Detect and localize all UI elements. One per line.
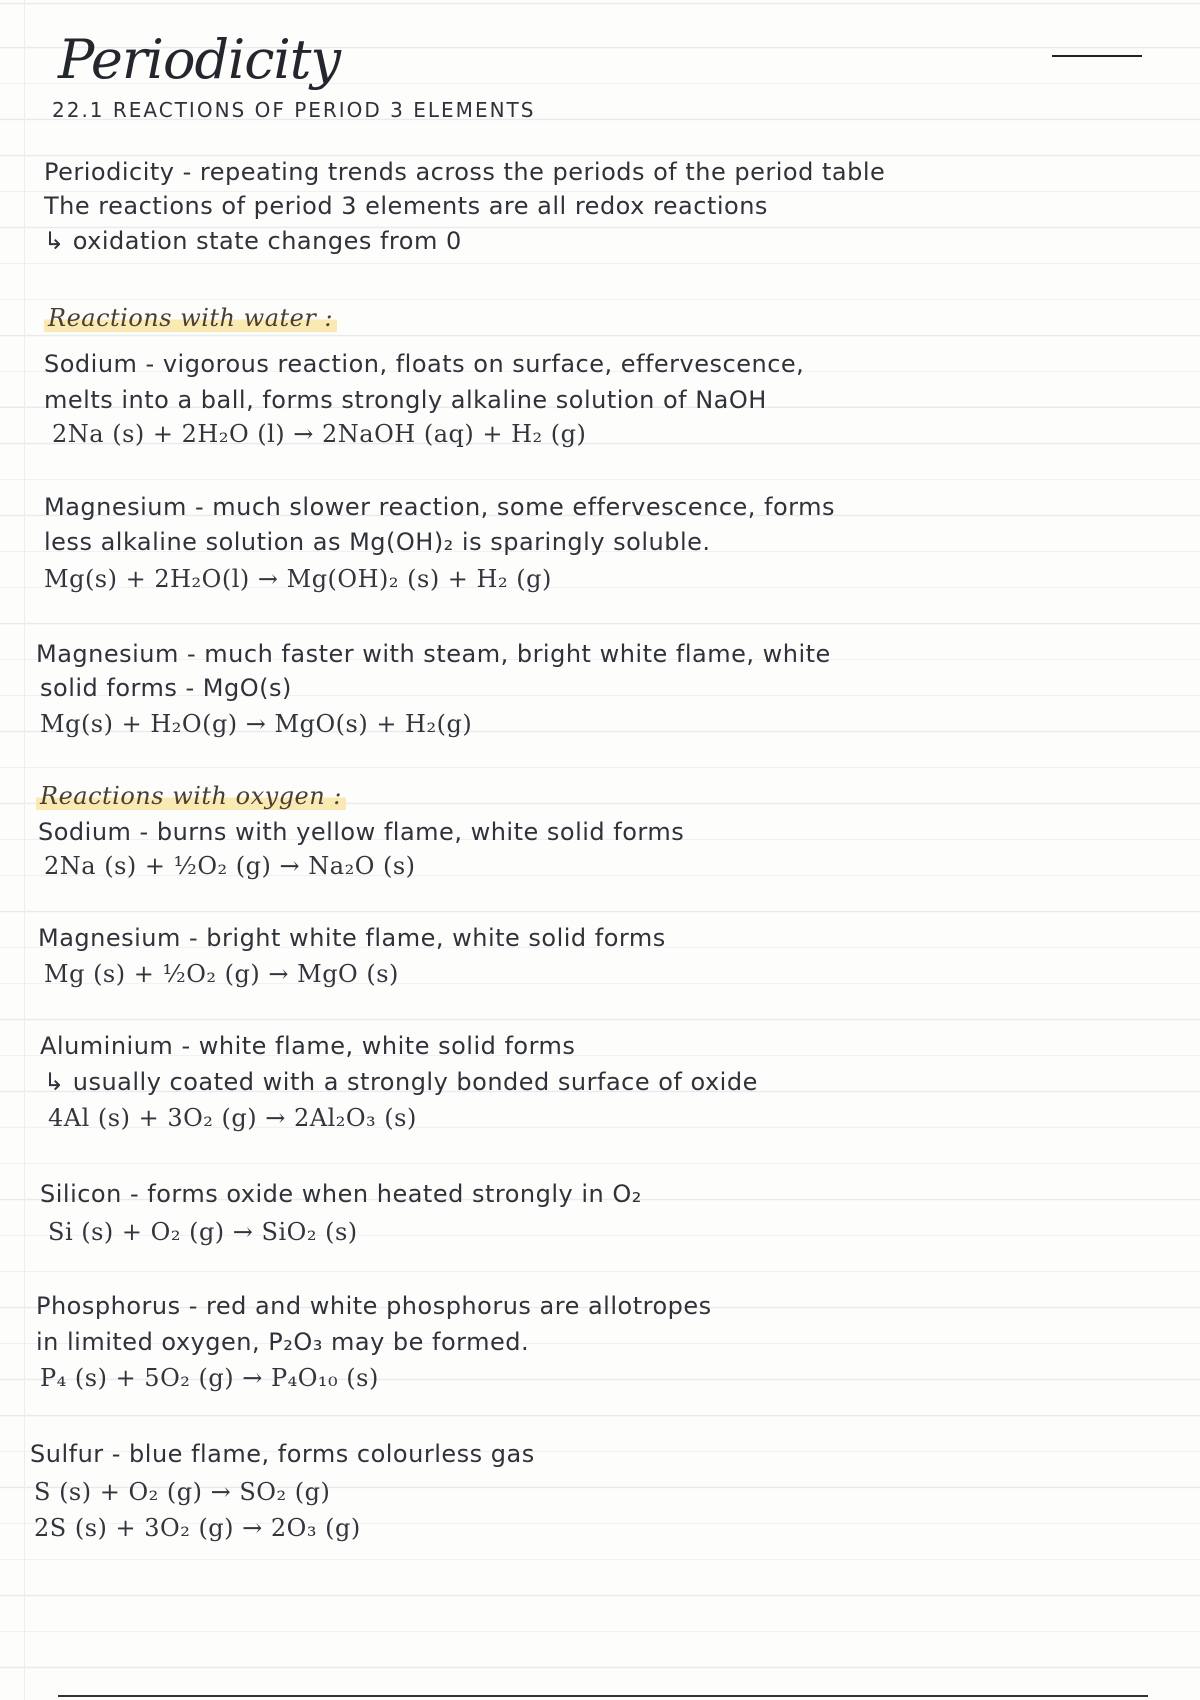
water-magnesium-line: less alkaline solution as Mg(OH)₂ is sparingly soluble. (44, 528, 711, 556)
water-magnesium-equation: Mg(s) + 2H₂O(l) → Mg(OH)₂ (s) + H₂ (g) (44, 565, 552, 593)
oxygen-phosphorus-line: in limited oxygen, P₂O₃ may be formed. (36, 1328, 530, 1356)
intro-line: The reactions of period 3 elements are all redox reactions (44, 192, 768, 220)
oxygen-heading (36, 782, 346, 810)
oxygen-silicon-equation: Si (s) + O₂ (g) → SiO₂ (s) (48, 1218, 358, 1246)
water-sodium-line: Sodium - vigorous reaction, floats on surface, effervescence, (44, 350, 805, 378)
water-sodium-line: melts into a ball, forms strongly alkaline solution of NaOH (44, 386, 767, 414)
oxygen-sulfur-line: Sulfur - blue flame, forms colourless gas (30, 1440, 535, 1468)
section-subtitle: 22.1 REACTIONS OF PERIOD 3 ELEMENTS (52, 98, 536, 122)
water-magnesium-steam-line: solid forms - MgO(s) (40, 674, 292, 702)
water-magnesium-steam-line: Magnesium - much faster with steam, bright white flame, white (36, 640, 831, 668)
water-magnesium-line: Magnesium - much slower reaction, some effervescence, forms (44, 493, 835, 521)
oxygen-sodium-line: Sodium - burns with yellow flame, white solid forms (38, 818, 685, 846)
oxygen-sodium-equation: 2Na (s) + ½O₂ (g) → Na₂O (s) (44, 852, 416, 880)
oxygen-aluminium-line: ↳ usually coated with a strongly bonded surface of oxide (44, 1068, 758, 1096)
water-magnesium-steam-equation: Mg(s) + H₂O(g) → MgO(s) + H₂(g) (40, 710, 473, 738)
footer-rule (58, 1695, 1148, 1697)
header-rule (1052, 55, 1142, 57)
oxygen-aluminium-equation: 4Al (s) + 3O₂ (g) → 2Al₂O₃ (s) (48, 1104, 417, 1132)
oxygen-aluminium-line: Aluminium - white flame, white solid forms (40, 1032, 576, 1060)
intro-line: ↳ oxidation state changes from 0 (44, 227, 462, 255)
intro-line: Periodicity - repeating trends across the periods of the period table (44, 158, 886, 186)
oxygen-sulfur-equation: 2S (s) + 3O₂ (g) → 2O₃ (g) (34, 1514, 361, 1542)
page-title: Periodicity (58, 28, 341, 91)
oxygen-silicon-line: Silicon - forms oxide when heated strongly in O₂ (40, 1180, 642, 1208)
oxygen-sulfur-equation: S (s) + O₂ (g) → SO₂ (g) (34, 1478, 331, 1506)
oxygen-magnesium-line: Magnesium - bright white flame, white solid forms (38, 924, 666, 952)
oxygen-heading-text: Reactions with oxygen : (36, 782, 346, 810)
oxygen-phosphorus-line: Phosphorus - red and white phosphorus are allotropes (36, 1292, 712, 1320)
water-heading-text: Reactions with water : (44, 304, 337, 332)
water-heading (44, 304, 337, 332)
margin-line (24, 0, 25, 1700)
oxygen-magnesium-equation: Mg (s) + ½O₂ (g) → MgO (s) (44, 960, 399, 988)
oxygen-phosphorus-equation: P₄ (s) + 5O₂ (g) → P₄O₁₀ (s) (40, 1364, 379, 1392)
water-sodium-equation: 2Na (s) + 2H₂O (l) → 2NaOH (aq) + H₂ (g) (52, 420, 587, 448)
